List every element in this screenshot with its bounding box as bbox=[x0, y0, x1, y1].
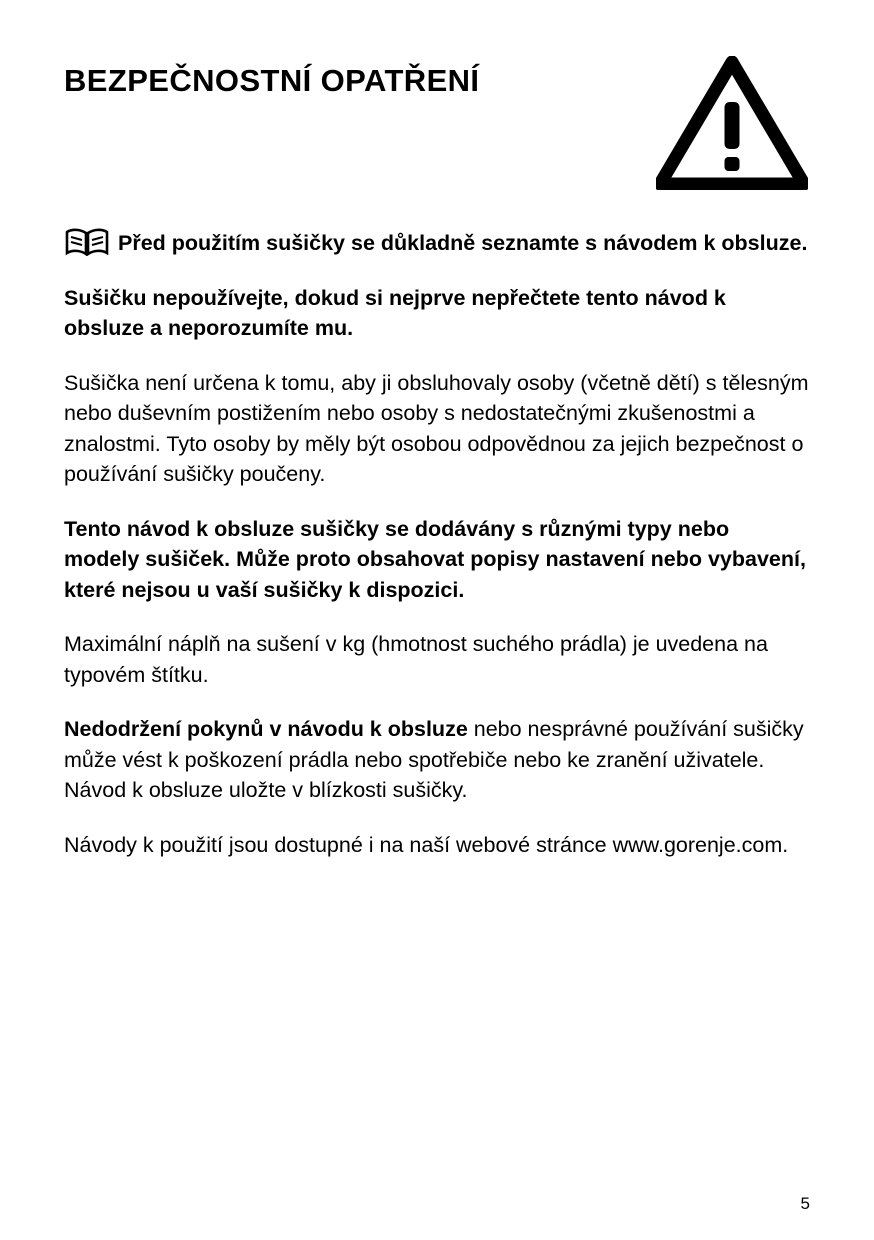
paragraph-text: Před použitím sušičky se důkladně seznamte s návodem k obsluze. bbox=[118, 231, 808, 255]
paragraph-do-not-use: Sušičku nepoužívejte, dokud si nejprve nepřečtete tento návod k obsluze a neporozumíte mu. bbox=[64, 285, 726, 341]
page-title: BEZPEČNOSTNÍ OPATŘENÍ bbox=[64, 63, 480, 98]
page-body bbox=[64, 228, 810, 860]
paragraph-website: Návody k použití jsou dostupné i na naší webové stránce www.gorenje.com. bbox=[64, 832, 789, 857]
paragraph-non-compliance bbox=[64, 714, 810, 806]
paragraph-text: nebo nesprávné používání sušičky může vést k poškození prádla nebo spotřebiče nebo ke zranění uživatele. Návod k obsluze uložte v blízkosti sušičky. bbox=[64, 717, 804, 803]
paragraph-not-for-persons: Sušička není určena k tomu, aby ji obsluhovaly osoby (včetně dětí) s tělesným nebo duševním postižením nebo osoby s nedostatečnými zkušenostmi a znalostmi. Tyto osoby by měly být osobou odpovědnou za jejich bezpečnost o používání sušičky poučeny. bbox=[64, 370, 809, 487]
open-book-icon bbox=[64, 228, 110, 256]
page-number: 5 bbox=[800, 1194, 810, 1213]
paragraph-max-load: Maximální náplň na sušení v kg (hmotnost suchého prádla) je uvedena na typovém štítku. bbox=[64, 632, 768, 687]
paragraph-multiple-models: Tento návod k obsluze sušičky se dodávány s různými typy nebo modely sušiček. Může proto obsahovat popisy nastavení nebo vybavení, které nejsou u vaší sušičky k dispozici. bbox=[64, 516, 806, 602]
paragraph-read-manual bbox=[64, 228, 810, 259]
warning-triangle-exclamation-icon bbox=[656, 56, 808, 190]
paragraph-lead-in: Nedodržení pokynů v návodu k obsluze bbox=[64, 717, 468, 742]
page-header bbox=[64, 56, 810, 206]
